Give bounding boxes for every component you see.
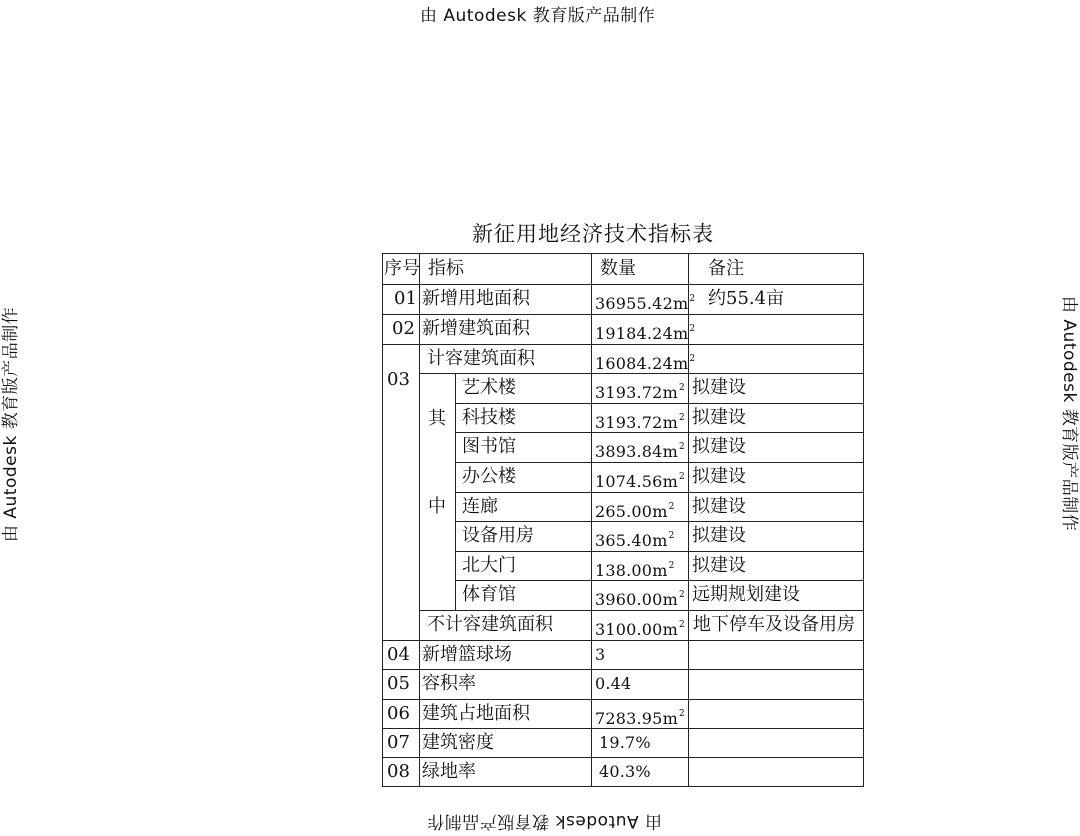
among-label-top: 其 bbox=[428, 408, 446, 429]
row-01-indicator: 新增用地面积 bbox=[422, 288, 530, 309]
grid-line bbox=[591, 253, 592, 787]
grid-line bbox=[382, 253, 383, 787]
non-far-indicator: 不计容建筑面积 bbox=[427, 614, 553, 635]
grid-line bbox=[382, 786, 864, 787]
grid-line bbox=[382, 699, 864, 700]
row-07-quantity: 19.7% bbox=[599, 733, 651, 752]
sub-row-indicator: 科技楼 bbox=[462, 407, 516, 428]
row-02-quantity: $19184.24m^2$ bbox=[595, 324, 696, 343]
row-03-seq: 03 bbox=[387, 369, 410, 390]
sub-row-remark: 拟建设 bbox=[692, 377, 746, 398]
grid-line bbox=[382, 669, 864, 670]
sub-row-quantity: $365.40m^2$ bbox=[595, 531, 675, 550]
row-07-seq: 07 bbox=[387, 732, 410, 753]
sub-row-remark: 拟建设 bbox=[692, 525, 746, 546]
row-04-quantity: 3 bbox=[595, 645, 606, 664]
sub-row-quantity: $138.00m^2$ bbox=[595, 561, 675, 580]
sub-row-indicator: 设备用房 bbox=[462, 525, 534, 546]
row-06-quantity: $7283.95m^2$ bbox=[595, 709, 685, 728]
sub-row-indicator: 图书馆 bbox=[462, 436, 516, 457]
sub-row-indicator: 体育馆 bbox=[462, 584, 516, 605]
sub-row-quantity: $3960.00m^2$ bbox=[595, 590, 685, 609]
watermark-left: 由 Autodesk 教育版产品制作 bbox=[1, 306, 21, 542]
row-05-quantity: 0.44 bbox=[595, 674, 632, 693]
sub-row-indicator: 办公楼 bbox=[462, 466, 516, 487]
sub-row-remark: 远期规划建设 bbox=[692, 584, 800, 605]
sub-row-remark: 拟建设 bbox=[692, 555, 746, 576]
row-02-indicator: 新增建筑面积 bbox=[422, 318, 530, 339]
sub-row-quantity: $3193.72m^2$ bbox=[595, 413, 685, 432]
sub-row-quantity: $3193.72m^2$ bbox=[595, 383, 685, 402]
row-06-indicator: 建筑占地面积 bbox=[422, 703, 530, 724]
sub-row-indicator: 北大门 bbox=[462, 555, 516, 576]
sub-row-quantity: $265.00m^2$ bbox=[595, 502, 675, 521]
sub-row-indicator: 艺术楼 bbox=[462, 377, 516, 398]
grid-line bbox=[455, 373, 456, 610]
row-01-seq: 01 bbox=[394, 288, 417, 309]
sub-row-quantity: $3893.84m^2$ bbox=[595, 442, 685, 461]
header-quantity: 数量 bbox=[600, 258, 636, 279]
row-06-seq: 06 bbox=[387, 703, 410, 724]
grid-line bbox=[419, 253, 420, 787]
grid-line bbox=[382, 284, 864, 285]
row-01-quantity: $36955.42m^2$ bbox=[595, 294, 696, 313]
grid-line bbox=[863, 253, 864, 787]
sub-row-indicator: 连廊 bbox=[462, 496, 498, 517]
row-08-quantity: 40.3% bbox=[599, 762, 651, 781]
non-far-quantity: $3100.00m^2$ bbox=[595, 620, 685, 639]
row-08-seq: 08 bbox=[387, 761, 410, 782]
among-label-bottom: 中 bbox=[428, 496, 446, 517]
row-02-seq: 02 bbox=[392, 318, 415, 339]
sub-row-remark: 拟建设 bbox=[692, 496, 746, 517]
table-title: 新征用地经济技术指标表 bbox=[472, 222, 714, 246]
watermark-right: 由 Autodesk 教育版产品制作 bbox=[1059, 296, 1079, 532]
grid-line bbox=[382, 253, 864, 254]
row-04-seq: 04 bbox=[387, 644, 410, 665]
sub-row-quantity: $1074.56m^2$ bbox=[595, 472, 685, 491]
row-05-indicator: 容积率 bbox=[422, 673, 476, 694]
grid-line bbox=[382, 757, 864, 758]
row-03-quantity: $16084.24m^2$ bbox=[595, 354, 696, 373]
sub-row-remark: 拟建设 bbox=[692, 436, 746, 457]
row-01-remark: 约55.4亩 bbox=[708, 288, 785, 309]
row-03-indicator: 计容建筑面积 bbox=[427, 348, 535, 369]
non-far-remark: 地下停车及设备用房 bbox=[693, 614, 855, 635]
row-05-seq: 05 bbox=[387, 673, 410, 694]
sub-row-remark: 拟建设 bbox=[692, 466, 746, 487]
row-04-indicator: 新增篮球场 bbox=[422, 644, 512, 665]
watermark-bottom: 由 Autodesk 教育版产品制作 bbox=[426, 811, 662, 831]
watermark-top: 由 Autodesk 教育版产品制作 bbox=[420, 6, 656, 26]
row-07-indicator: 建筑密度 bbox=[422, 732, 494, 753]
header-remark: 备注 bbox=[708, 258, 744, 279]
header-seq: 序号 bbox=[384, 258, 420, 279]
header-indicator: 指标 bbox=[428, 258, 464, 279]
sub-row-remark: 拟建设 bbox=[692, 407, 746, 428]
row-08-indicator: 绿地率 bbox=[422, 761, 476, 782]
